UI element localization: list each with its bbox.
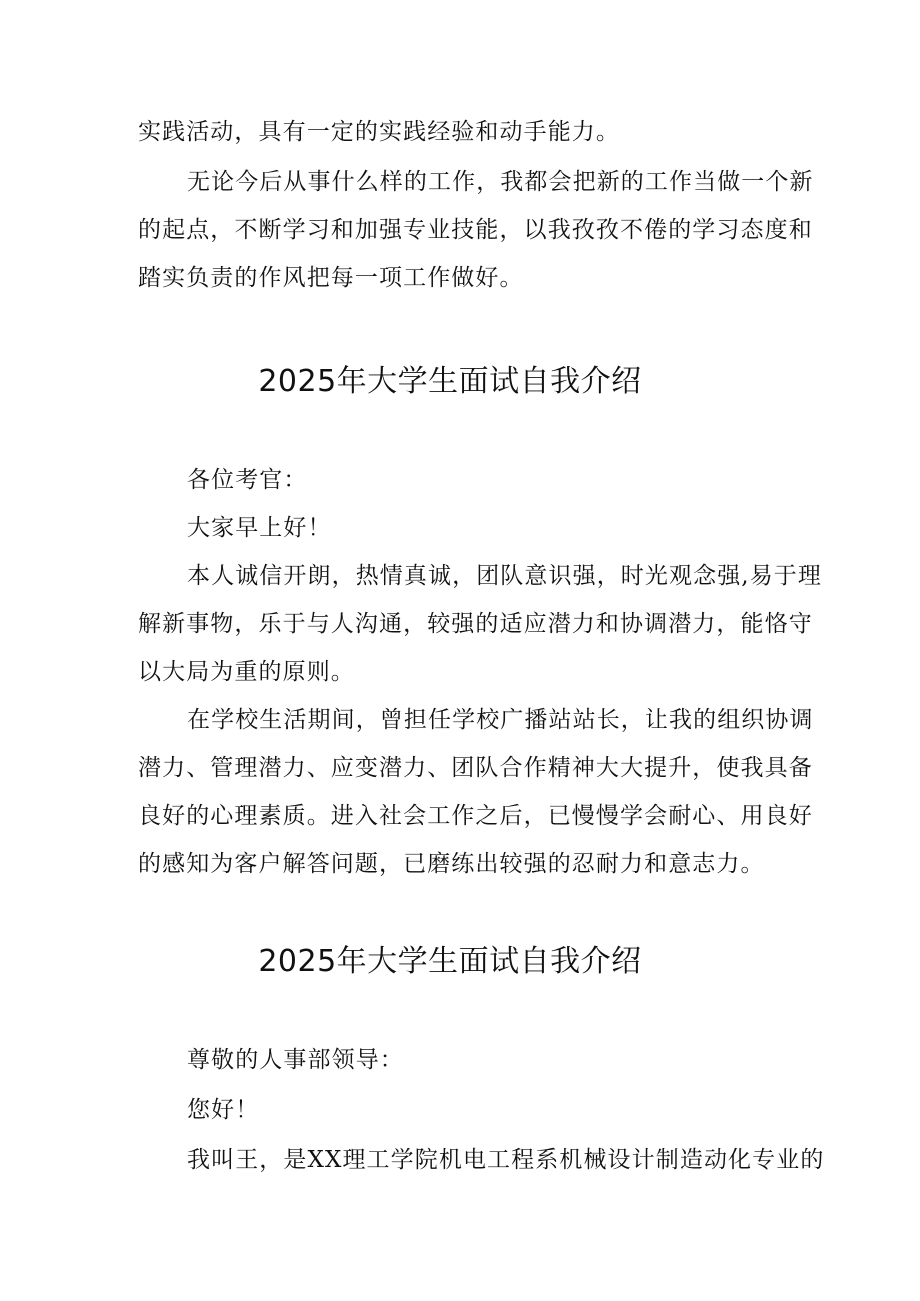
greeting-line: 大家早上好！ (187, 515, 332, 541)
greeting-line: 您好！ (187, 1097, 260, 1123)
section-title: 2025年大学生面试自我介绍 (258, 364, 642, 399)
salutation: 尊敬的人事部领导： (187, 1047, 404, 1073)
paragraph-line: 本人诚信开朗，热情真诚，团队意识强，时光观念强,易于理 (187, 563, 823, 589)
salutation: 各位考官： (187, 467, 308, 493)
paragraph-line: 潜力、管理潜力、应变潜力、团队合作精神大大提升，使我具备 (138, 755, 813, 781)
paragraph-line: 踏实负责的作风把每一项工作做好。 (138, 265, 524, 291)
paragraph-line: 解新事物，乐于与人沟通，较强的适应潜力和协调潜力，能恪守 (138, 611, 813, 637)
paragraph-line: 良好的心理素质。进入社会工作之后，已慢慢学会耐心、用良好 (138, 803, 813, 829)
paragraph-line: 在学校生活期间，曾担任学校广播站站长，让我的组织协调 (187, 707, 814, 733)
paragraph-line: 实践活动，具有一定的实践经验和动手能力。 (138, 119, 620, 145)
paragraph-line: 我叫王，是XX理工学院机电工程系机械设计制造动化专业的 (187, 1147, 825, 1173)
section-title: 2025年大学生面试自我介绍 (258, 944, 642, 979)
paragraph-line: 以大局为重的原则。 (138, 659, 355, 685)
paragraph-line: 的起点，不断学习和加强专业技能，以我孜孜不倦的学习态度和 (138, 217, 813, 243)
paragraph-line: 的感知为客户解答问题，已磨练出较强的忍耐力和意志力。 (138, 851, 765, 877)
paragraph-line: 无论今后从事什么样的工作，我都会把新的工作当做一个新 (187, 169, 814, 195)
